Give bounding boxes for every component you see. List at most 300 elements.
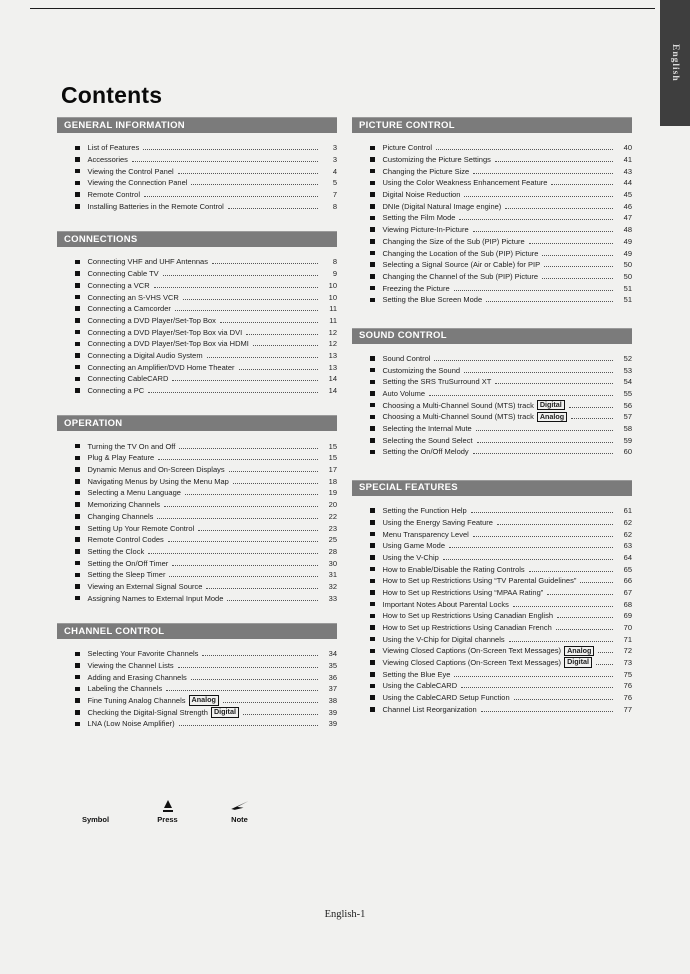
toc-entry [75,511,337,523]
page-title: Contents [61,82,163,108]
toc-entry [370,528,632,540]
dotted-leader [580,582,613,583]
entry-page-number: 3 [332,143,337,153]
entry-page-number: 55 [623,389,632,399]
entry-page-number: 5 [332,178,337,188]
entry-title: Setting the Blue Screen Mode [382,295,483,305]
toc-entry [75,660,337,672]
dotted-leader [473,231,613,232]
entry-title: Important Notes About Parental Locks [382,599,509,609]
entry-title: Setting the SRS TruSurround XT [382,377,492,387]
dotted-leader [495,161,613,162]
toc-section-left-0 [57,117,337,212]
dotted-leader [429,395,613,396]
square-bullet-icon [370,239,375,244]
entry-title: Viewing Picture-In-Picture [382,225,469,235]
square-bullet-icon [370,298,375,303]
entry-title: Connecting a VCR [87,280,150,290]
signal-type-badge: Digital [564,657,592,668]
square-bullet-icon [370,181,375,186]
toc-entry [75,291,337,303]
square-bullet-icon [370,520,375,525]
dotted-leader [191,184,318,185]
entry-page-number: 33 [328,593,337,603]
entry-page-number: 11 [329,315,337,325]
square-bullet-icon [370,438,375,443]
entry-title: Setting Up Your Remote Control [87,523,195,533]
entry-page-number: 12 [328,327,337,337]
entry-page-number: 75 [623,669,632,679]
dotted-leader [434,360,613,361]
dotted-leader [436,149,613,150]
entry-page-number: 14 [328,374,337,384]
section-title: OPERATION [64,417,123,429]
square-bullet-icon [75,561,80,566]
dotted-leader [185,494,318,495]
toc-entry [75,706,337,718]
entry-title: Fine Tuning Analog Channels [87,696,186,706]
toc-entry [75,440,337,452]
entry-page-number: 58 [623,424,632,434]
dotted-leader [168,541,318,542]
toc-entry [370,212,632,224]
square-bullet-icon [370,204,375,209]
entry-title: Using the CableCARD [382,681,458,691]
entry-title: LNA (Low Noise Amplifier) [87,719,175,729]
page-footer: English-1 [324,909,366,920]
legend-note [204,793,275,824]
entry-page-number: 62 [623,529,632,539]
entry-page-number: 67 [623,587,632,597]
entry-page-number: 76 [623,681,632,691]
entry-title: Navigating Menus by Using the Menu Map [87,476,229,486]
section-title: GENERAL INFORMATION [64,119,185,131]
dotted-leader [166,690,318,691]
entry-title: Selecting the Internal Mute [382,424,472,434]
entry-page-number: 76 [623,693,632,703]
toc-entry [370,294,632,306]
dotted-leader [471,512,613,513]
toc-entry [370,247,632,259]
square-bullet-icon [370,450,375,455]
toc-entry [370,575,632,587]
entry-title: Using Game Mode [382,541,446,551]
dotted-leader [544,266,613,267]
toc-entry [75,142,337,154]
entry-page-number: 69 [623,611,632,621]
toc-entry [75,718,337,730]
entry-title: Connecting an S-VHS VCR [87,292,179,302]
toc-entry [75,268,337,280]
toc-entry [370,388,632,400]
toc-entry [370,411,632,423]
square-bullet-icon [370,403,375,408]
square-bullet-icon [75,675,80,680]
signal-type-badge: Digital [537,400,565,411]
entry-title: Connecting a Digital Audio System [87,350,203,360]
square-bullet-icon [75,698,80,703]
section-title: SOUND CONTROL [359,330,447,342]
dotted-leader [542,278,613,279]
dotted-leader [191,679,318,680]
dotted-leader [253,345,318,346]
dotted-leader [509,641,613,642]
entry-title: Changing the Picture Size [382,166,470,176]
square-bullet-icon [75,146,80,151]
entry-title: Selecting the Sound Select [382,435,473,445]
square-bullet-icon [75,573,80,578]
entry-page-number: 4 [332,166,337,176]
entry-page-number: 12 [328,339,337,349]
square-bullet-icon [370,602,375,607]
toc-entry [370,177,632,189]
dotted-leader [207,357,318,358]
entry-title: Setting the Film Mode [382,213,456,223]
square-bullet-icon [75,330,80,335]
dotted-leader [551,184,613,185]
square-bullet-icon [370,660,375,665]
legend-symbol [60,793,131,824]
signal-type-badge: Analog [537,412,567,423]
entry-title: Setting the Function Help [382,506,467,516]
square-bullet-icon [75,260,80,265]
entry-title: Connecting a PC [87,386,145,396]
toc-entry [75,499,337,511]
entry-title: Installing Batteries in the Remote Control [87,201,224,211]
entry-title: Selecting a Menu Language [87,488,181,498]
dotted-leader [148,553,318,554]
entry-page-number: 68 [623,599,632,609]
dotted-leader [449,547,613,548]
square-bullet-icon [370,579,375,584]
square-bullet-icon [75,388,80,393]
entry-page-number: 53 [623,365,632,375]
dotted-leader [542,255,613,256]
entry-title: Accessories [87,155,128,165]
toc-entry [75,326,337,338]
entry-page-number: 9 [332,269,337,279]
entry-page-number: 45 [623,190,632,200]
entry-title: Using the Color Weakness Enhancement Feature [382,178,548,188]
square-bullet-icon [75,652,80,657]
toc-entry [75,522,337,534]
entry-title: Dynamic Menus and On-Screen Displays [87,465,225,475]
entry-page-number: 7 [332,190,337,200]
entry-page-number: 39 [328,719,337,729]
entry-title: Viewing the Channel Lists [87,661,174,671]
square-bullet-icon [370,251,375,256]
toc-entry [370,434,632,446]
section-title: SPECIAL FEATURES [359,482,458,494]
entry-title: Connecting VHF and UHF Antennas [87,257,208,267]
entry-page-number: 47 [623,213,632,223]
entry-title: Using the V-Chip for Digital channels [382,634,505,644]
entry-title: Setting the On/Off Timer [87,558,169,568]
toc-entry [75,303,337,315]
square-bullet-icon [75,295,80,300]
square-bullet-icon [75,502,80,507]
dotted-leader [571,418,613,419]
toc-entry [75,280,337,292]
section-entry-list [57,256,337,396]
entry-title: Using the Energy Saving Feature [382,517,493,527]
toc-entry [370,236,632,248]
square-bullet-icon [370,649,375,654]
entry-title: Using the CableCARD Setup Function [382,693,510,703]
dotted-leader [233,483,318,484]
entry-page-number: 11 [329,304,337,314]
toc-entry [75,154,337,166]
square-bullet-icon [370,356,375,361]
section-entry-list [352,142,632,306]
dotted-leader [459,219,613,220]
toc-entry [75,256,337,268]
entry-title: Changing the Size of the Sub (PIP) Picture [382,236,525,246]
entry-title: Adding and Erasing Channels [87,672,187,682]
entry-page-number: 73 [623,658,632,668]
toc-entry [370,376,632,388]
toc-entry [75,350,337,362]
square-bullet-icon [75,596,80,601]
toc-entry [75,200,337,212]
dotted-leader [598,652,613,653]
entry-title: Selecting Your Favorite Channels [87,649,199,659]
section-entry-list [57,440,337,604]
square-bullet-icon [75,204,80,209]
toc-entry [75,581,337,593]
entry-title: Choosing a Multi-Channel Sound (MTS) track [382,412,534,422]
dotted-leader [178,667,318,668]
entry-title: Connecting a DVD Player/Set-Top Box via HDMI [87,339,249,349]
toc-entry [370,704,632,716]
dotted-leader [556,629,613,630]
entry-page-number: 61 [623,506,632,516]
square-bullet-icon [75,722,80,727]
entry-title: Customizing the Picture Settings [382,155,491,165]
square-bullet-icon [75,318,80,323]
square-bullet-icon [75,342,80,347]
toc-entry [75,475,337,487]
language-tab-label: English [670,44,680,82]
toc-entry [370,271,632,283]
toc-entry [75,177,337,189]
entry-page-number: 56 [623,400,632,410]
entry-page-number: 23 [328,523,337,533]
dotted-leader [220,322,318,323]
entry-page-number: 36 [328,672,337,682]
entry-title: Selecting a Signal Source (Air or Cable) for PIP [382,260,541,270]
dotted-leader [481,711,613,712]
toc-entry [75,373,337,385]
toc-entry [75,569,337,581]
entry-title: Choosing a Multi-Channel Sound (MTS) track [382,400,534,410]
square-bullet-icon [370,590,375,595]
entry-title: Sound Control [382,353,431,363]
square-bullet-icon [370,672,375,677]
entry-page-number: 22 [328,511,337,521]
entry-page-number: 64 [623,552,632,562]
dotted-leader [144,196,318,197]
section-title: CONNECTIONS [64,233,138,245]
square-bullet-icon [370,508,375,513]
toc-entry [75,338,337,350]
dotted-leader [178,173,318,174]
square-bullet-icon [75,377,80,382]
dotted-leader [169,576,318,577]
toc-entry [370,446,632,458]
dotted-leader [206,588,318,589]
entry-page-number: 25 [328,535,337,545]
square-bullet-icon [370,695,375,700]
entry-title: Setting the Sleep Timer [87,570,166,580]
toc-entry [75,315,337,327]
entry-page-number: 3 [332,155,337,165]
square-bullet-icon [75,306,80,311]
dotted-leader [486,301,613,302]
square-bullet-icon [75,283,80,288]
square-bullet-icon [370,637,375,642]
entry-title: Turning the TV On and Off [87,441,176,451]
dotted-leader [212,263,318,264]
legend-press-label: Press [157,815,178,824]
dotted-leader [505,208,613,209]
entry-title: Changing the Location of the Sub (PIP) Picture [382,248,539,258]
entry-page-number: 20 [328,500,337,510]
entry-title: Viewing the Connection Panel [87,178,188,188]
entry-page-number: 13 [328,350,337,360]
entry-page-number: 72 [623,646,632,656]
entry-title: Assigning Names to External Input Mode [87,593,224,603]
dotted-leader [596,664,613,665]
entry-page-number: 15 [328,441,337,451]
square-bullet-icon [370,262,375,267]
square-bullet-icon [75,514,80,519]
entry-title: Connecting an Amplifier/DVD Home Theater [87,362,235,372]
dotted-leader [175,310,318,311]
legend-press [132,793,203,824]
signal-type-badge: Analog [564,646,594,657]
toc-entry [370,353,632,365]
entry-page-number: 17 [328,465,337,475]
square-bullet-icon [370,543,375,548]
entry-page-number: 70 [623,623,632,633]
entry-title: How to Enable/Disable the Rating Controls [382,564,525,574]
dotted-leader [154,287,318,288]
square-bullet-icon [370,169,375,174]
square-bullet-icon [75,537,80,542]
dotted-leader [557,617,613,618]
entry-title: Memorizing Channels [87,500,161,510]
entry-page-number: 8 [332,257,337,267]
toc-section-right-1 [352,328,632,458]
entry-title: How to Set up Restrictions Using Canadian English [382,611,554,621]
square-bullet-icon [75,169,80,174]
entry-page-number: 10 [328,280,337,290]
square-bullet-icon [370,391,375,396]
toc-entry [75,648,337,660]
dotted-leader [495,383,613,384]
section-header-bar [57,117,337,133]
toc-entry [370,622,632,634]
note-icon [231,798,249,812]
entry-page-number: 51 [623,283,632,293]
dotted-leader [172,380,318,381]
dotted-leader [239,369,318,370]
toc-entry [75,695,337,707]
square-bullet-icon [75,181,80,186]
dotted-leader [473,173,613,174]
entry-title: Auto Volume [382,389,426,399]
entry-page-number: 77 [623,704,632,714]
square-bullet-icon [75,549,80,554]
square-bullet-icon [370,192,375,197]
section-header-bar [352,117,632,133]
toc-entry [370,259,632,271]
square-bullet-icon [75,157,80,162]
square-bullet-icon [75,467,80,472]
entry-page-number: 66 [623,576,632,586]
square-bullet-icon [370,368,375,373]
dotted-leader [514,699,613,700]
toc-entry [370,563,632,575]
entry-title: Plug & Play Feature [87,453,155,463]
toc-entry [75,557,337,569]
toc-entry [370,505,632,517]
dotted-leader [179,448,318,449]
toc-entry [370,598,632,610]
dotted-leader [529,571,613,572]
entry-title: Changing the Channel of the Sub (PIP) Picture [382,271,539,281]
entry-title: Menu Transparency Level [382,529,469,539]
entry-page-number: 32 [328,581,337,591]
entry-title: Viewing Closed Captions (On-Screen Text Messages) [382,658,562,668]
entry-page-number: 13 [328,362,337,372]
section-entry-list [352,353,632,458]
dotted-leader [547,594,613,595]
legend-symbol-label: Symbol [81,815,110,824]
toc-entry [370,633,632,645]
entry-title: Connecting a DVD Player/Set-Top Box via DVI [87,327,243,337]
entry-page-number: 35 [328,661,337,671]
dotted-leader [179,725,318,726]
toc-entry [370,552,632,564]
square-bullet-icon [370,380,375,385]
entry-page-number: 31 [328,570,337,580]
symbol-legend [60,793,275,824]
dotted-leader [183,299,318,300]
square-bullet-icon [75,710,80,715]
section-title: PICTURE CONTROL [359,119,455,131]
toc-entry [370,142,632,154]
toc-entry [75,487,337,499]
toc-entry [75,452,337,464]
dotted-leader [172,565,318,566]
entry-page-number: 10 [328,292,337,302]
language-tab [660,0,690,126]
dotted-leader [228,208,318,209]
square-bullet-icon [75,526,80,531]
entry-page-number: 50 [623,271,632,281]
toc-entry [370,399,632,411]
square-bullet-icon [75,444,80,449]
toc-entry [370,680,632,692]
entry-title: Setting the Clock [87,546,145,556]
toc-column-right [352,117,632,737]
entry-page-number: 54 [623,377,632,387]
toc-entry [370,154,632,166]
entry-page-number: 39 [328,707,337,717]
entry-page-number: 40 [623,143,632,153]
